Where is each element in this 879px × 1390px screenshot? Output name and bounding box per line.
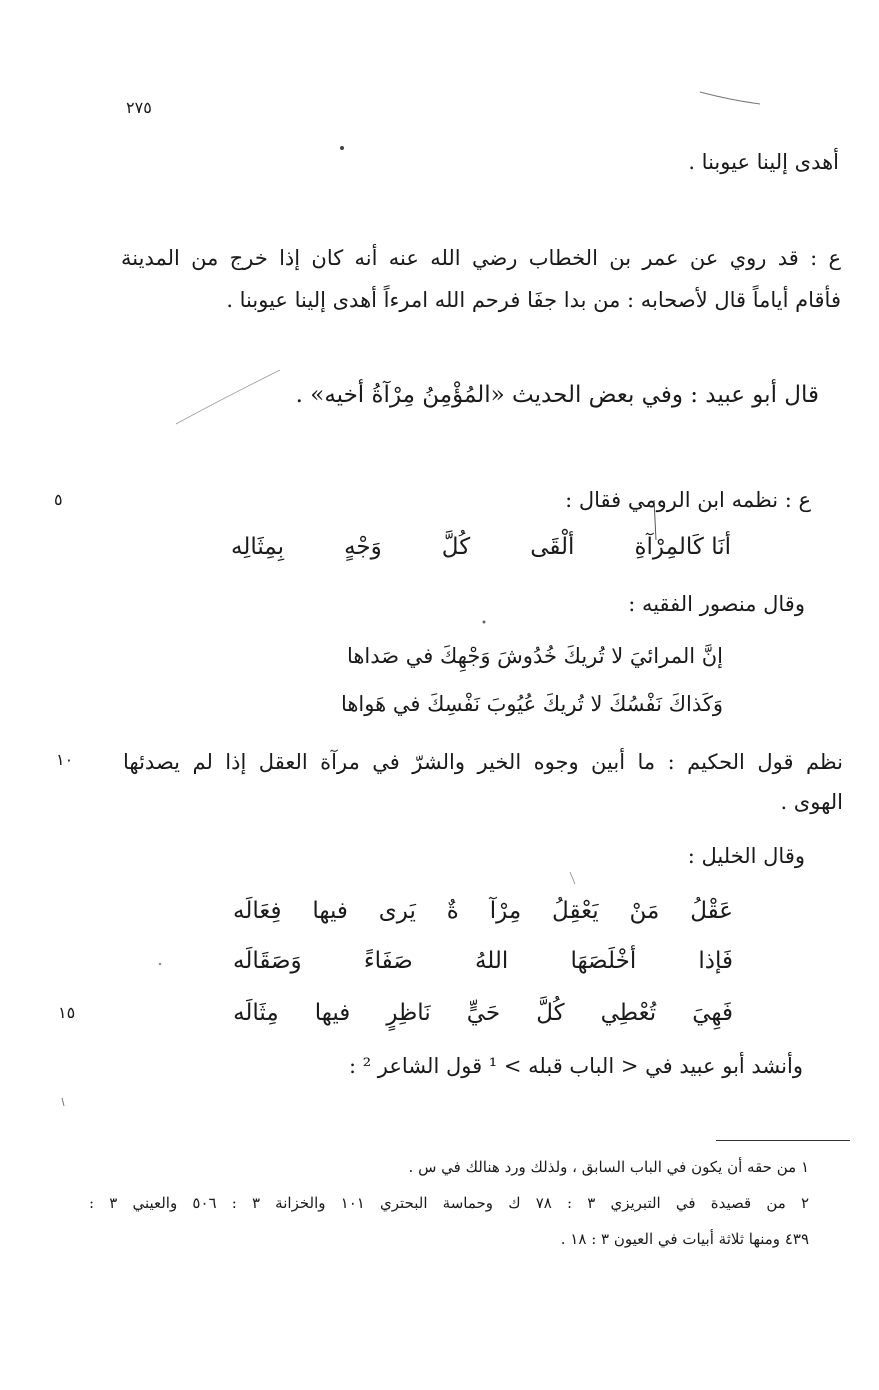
page-number: ٢٧٥ bbox=[126, 98, 152, 117]
verse-word: وَجْهٍ bbox=[344, 534, 382, 560]
verse-word: فَإذا bbox=[698, 948, 733, 974]
scan-speck bbox=[159, 963, 161, 965]
verse-word: كُلَّ bbox=[441, 534, 471, 560]
verse-word: تُعْطِي bbox=[600, 1000, 657, 1026]
line-number-5: ٥ bbox=[54, 490, 63, 509]
scan-mark bbox=[700, 92, 760, 104]
verse-word: حَيٍّ bbox=[466, 1000, 501, 1026]
top-line: أهدى إلينا عيوبنا . bbox=[688, 150, 839, 174]
verse-word: ألْقَى bbox=[530, 534, 575, 560]
verse-word: نَاظِرٍ bbox=[386, 1000, 431, 1026]
line-number-10: ١٠ bbox=[56, 750, 74, 769]
paragraph-1-line-2: فأقام أياماً قال لأصحابه : من بدا جفَا فرحم الله امرءاً أهدى إلينا عيوبنا . bbox=[226, 288, 841, 312]
verse-word: اللهُ bbox=[474, 948, 509, 974]
verse-word: صَفَاءً bbox=[363, 948, 413, 974]
verse-word: فيها bbox=[312, 898, 348, 924]
verse-word: أنَا كَالمِرْآةِ bbox=[634, 534, 731, 560]
scan-mark bbox=[62, 1098, 64, 1106]
footnote-2-line-2: ٤٣٩ ومنها ثلاثة أبيات في العيون ٣ : ١٨ . bbox=[560, 1230, 809, 1248]
verse-word: يَرى bbox=[378, 898, 416, 924]
verse-text: إنَّ المرائيَ لا تُريكَ خُدُوشَ وَجْهِكَ في صَداها bbox=[346, 644, 723, 668]
verse-word: بِمِثَالِه bbox=[231, 534, 284, 560]
verse-word: وَصَقَالَه bbox=[233, 948, 302, 974]
verse-word: فَهِيَ bbox=[692, 1000, 733, 1026]
verse-word: مِرْآ bbox=[489, 898, 522, 924]
paragraph-1-line-1: ع : قد روي عن عمر بن الخطاب رضي الله عنه أنه كان إذا خرج من المدينة bbox=[121, 246, 841, 270]
paragraph-2-line-1: ع : نظمه ابن الرومي فقال : bbox=[565, 488, 811, 512]
verse-word: فِعَالَه bbox=[233, 898, 282, 924]
closing-line: وأنشد أبو عبيد في < الباب قبله > ¹ قول الشاعر ² : bbox=[348, 1054, 803, 1078]
verse-word: يَعْقِلُ bbox=[552, 898, 599, 924]
verse-word: كُلَّ bbox=[536, 1000, 565, 1026]
scan-mark bbox=[654, 500, 656, 540]
verse-word: عَقْلُ bbox=[690, 898, 733, 924]
scan-mark bbox=[570, 872, 575, 884]
verse-word: أخْلَصَهَا bbox=[570, 948, 637, 974]
footnote-2-line-1: ٢ من قصيدة في التبريزي ٣ : ٧٨ ك وحماسة البحتري ١٠١ والخزانة ٣ : ٥٠٦ والعيني ٣ : bbox=[89, 1194, 809, 1212]
scan-speck bbox=[340, 146, 344, 150]
section-heading: قال أبو عبيد : وفي بعض الحديث «المُؤْمِنُ مِرْآةُ أخيه» . bbox=[295, 382, 819, 408]
verse-word: فيها bbox=[314, 1000, 351, 1026]
hakim-line-1: نظم قول الحكيم : ما أبين وجوه الخير والشرّ في مرآة العقل إذا لم يصدئها bbox=[123, 750, 843, 774]
khalil-intro: وقال الخليل : bbox=[687, 844, 805, 868]
verse-word: مَنْ bbox=[629, 898, 660, 924]
mansur-intro: وقال منصور الفقيه : bbox=[628, 592, 805, 616]
scan-speck bbox=[483, 621, 486, 624]
line-number-15: ١٥ bbox=[58, 1003, 76, 1022]
verse-word: ةٌ bbox=[446, 898, 459, 924]
hakim-line-2: الهوى . bbox=[780, 790, 843, 814]
verse-word: مِثَالَه bbox=[233, 1000, 279, 1026]
scan-mark bbox=[176, 370, 280, 424]
footnote-1: ١ من حقه أن يكون في الباب السابق ، ولذلك ورد هنالك في س . bbox=[408, 1158, 809, 1176]
verse-text: وَكَذاكَ نَفْسُكَ لا تُريكَ عُيُوبَ نَفْسِكَ في هَواها bbox=[340, 692, 723, 716]
